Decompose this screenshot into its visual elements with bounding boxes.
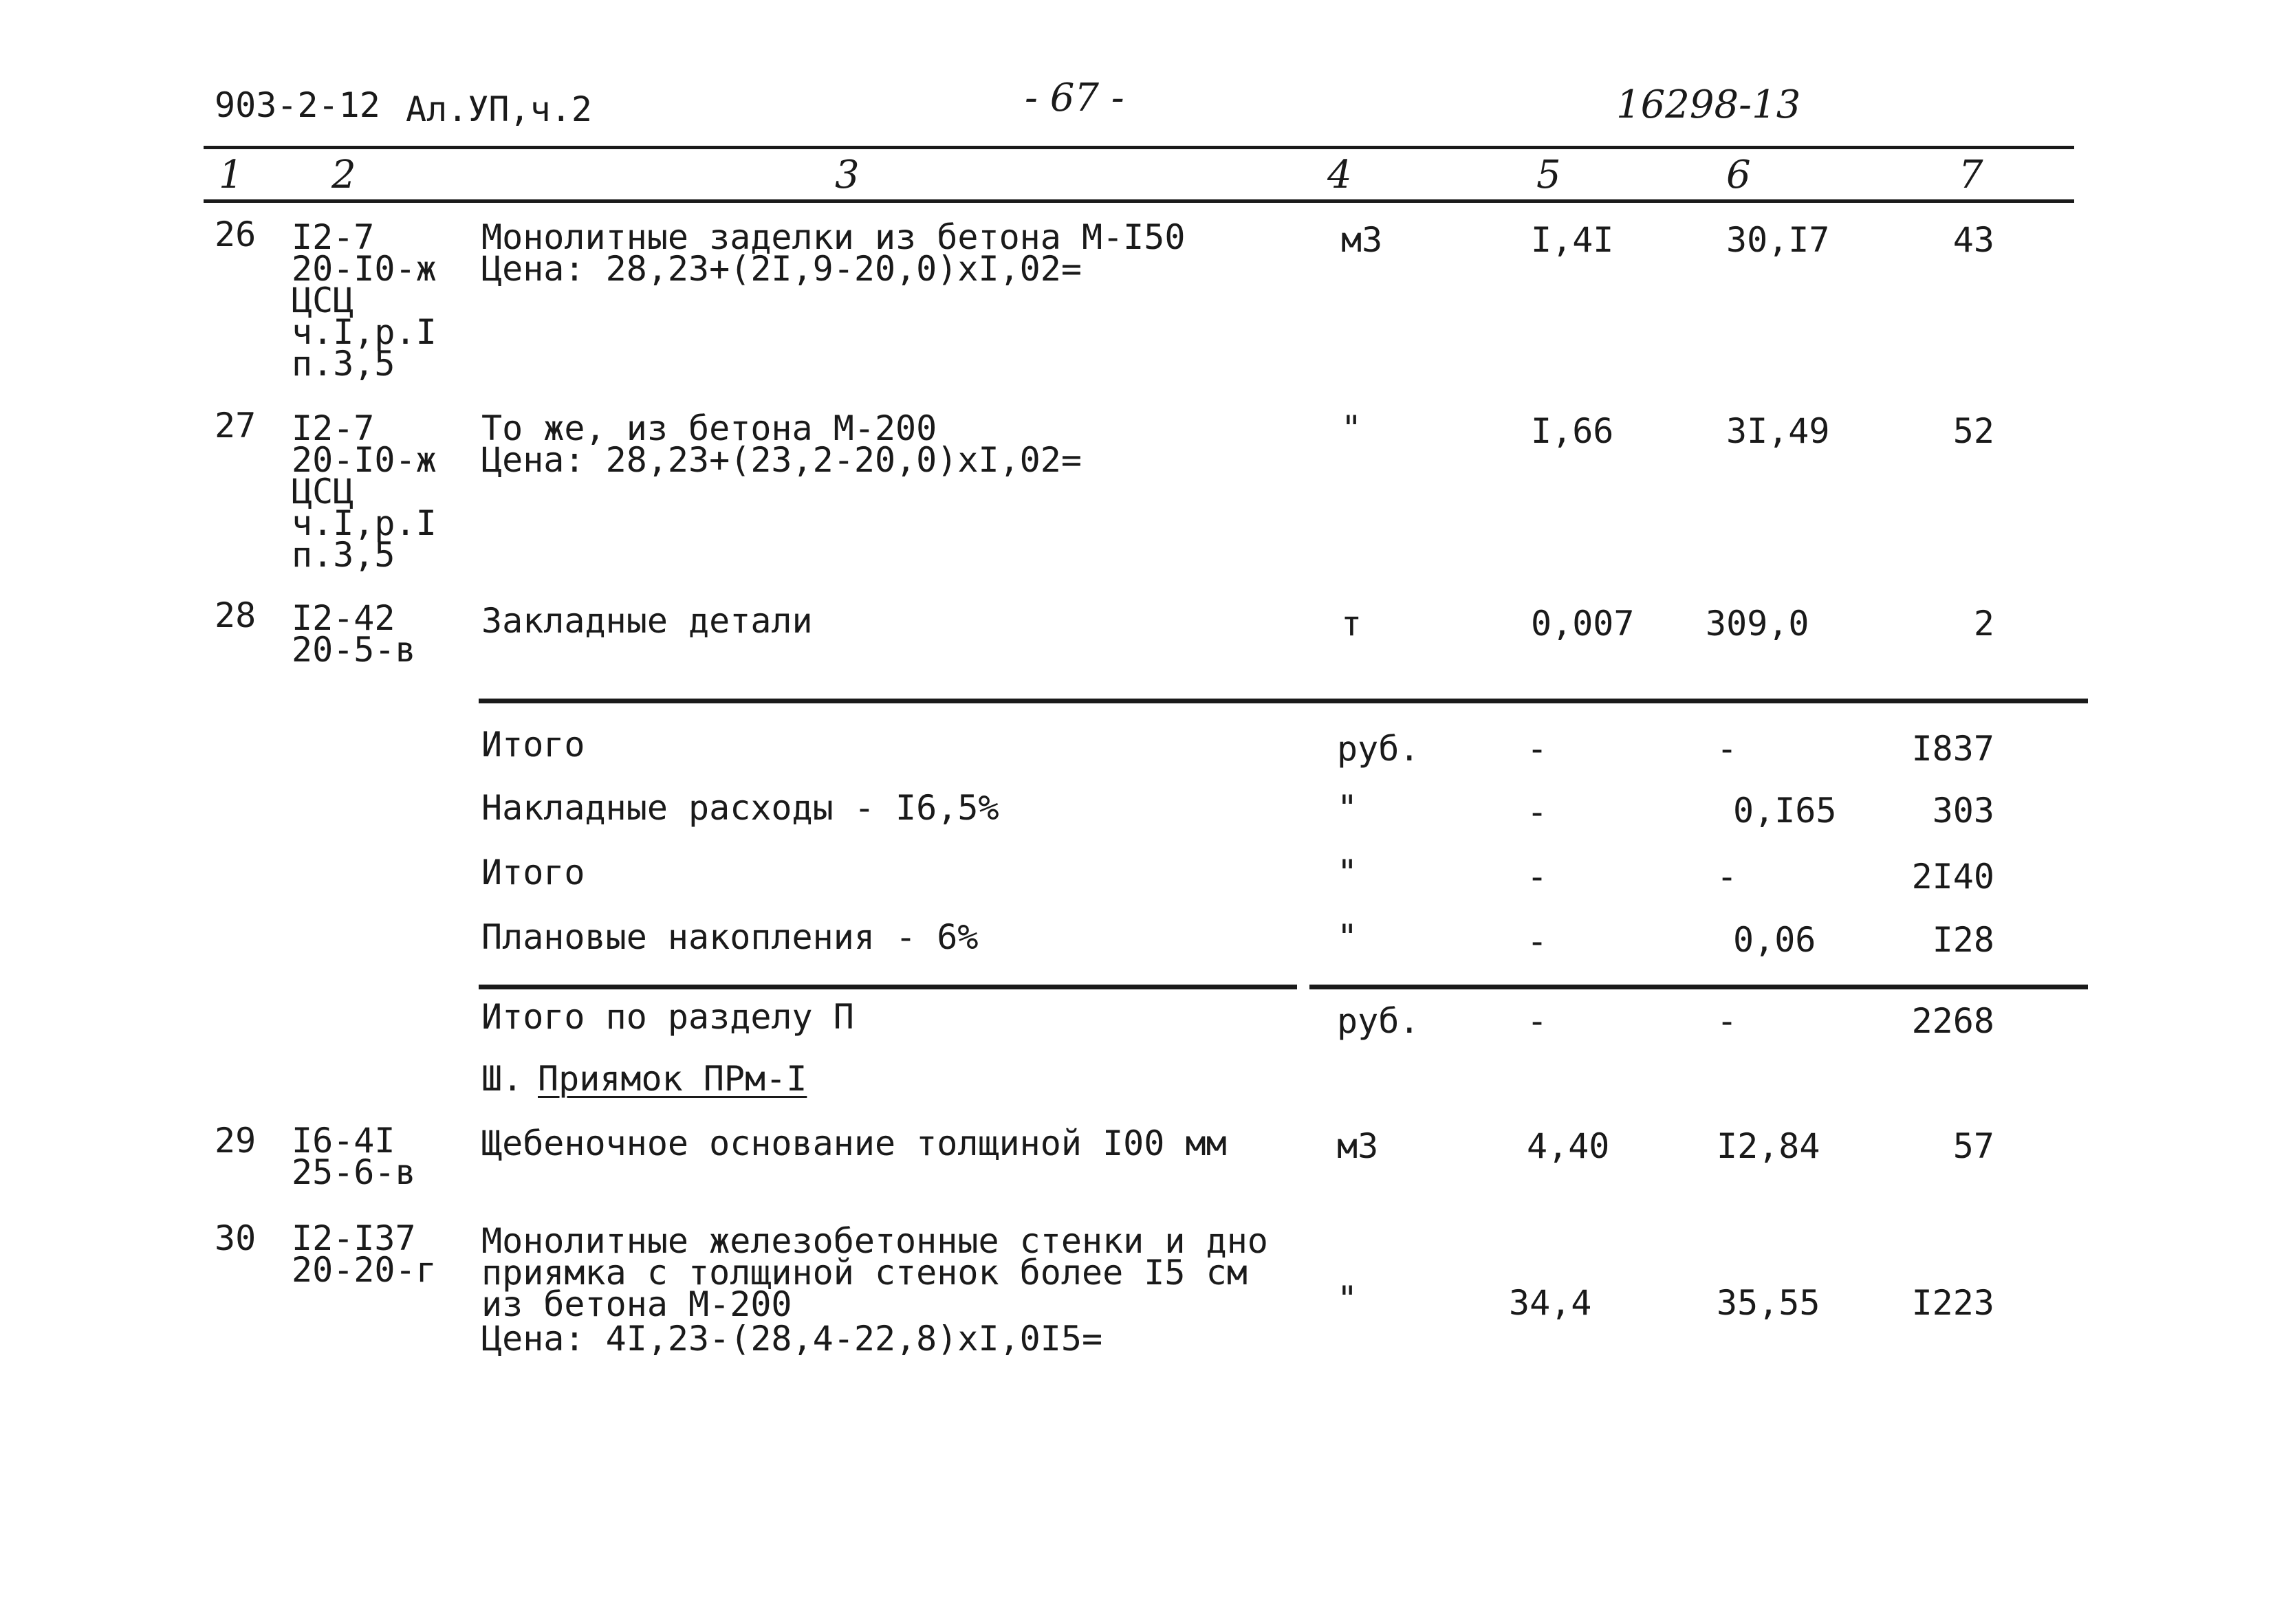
row-28-code-2: 20-5-в bbox=[292, 630, 416, 670]
row-27-code-1: I2-7 bbox=[292, 408, 375, 448]
row-28-desc-1: Закладные детали bbox=[481, 601, 813, 641]
row-27-code-3: ЦСЦ bbox=[292, 472, 354, 512]
col-2: 2 bbox=[331, 153, 356, 197]
summary-3-label: Итого bbox=[481, 853, 585, 892]
row-28-code-1: I2-42 bbox=[292, 598, 395, 638]
summary-4-total: I28 bbox=[1932, 920, 1994, 960]
summary-3-qty: - bbox=[1527, 857, 1548, 897]
section-total-unit: руб. bbox=[1337, 1001, 1420, 1041]
section-total-rule-right bbox=[1309, 985, 2088, 989]
section-3-number: Ш. bbox=[481, 1059, 523, 1099]
summary-3-total: 2I40 bbox=[1911, 857, 1994, 897]
row-26-total: 43 bbox=[1952, 220, 1994, 260]
col-7: 7 bbox=[1959, 153, 1983, 197]
row-27-desc-1: То же, из бетона М-200 bbox=[481, 408, 937, 448]
row-29-qty: 4,40 bbox=[1527, 1126, 1610, 1166]
row-30-desc-2: приямка с толщиной стенок более I5 см bbox=[481, 1253, 1248, 1293]
row-29-code-2: 25-6-в bbox=[292, 1152, 416, 1192]
col-6: 6 bbox=[1726, 153, 1751, 197]
row-27-code-5: п.3,5 bbox=[292, 535, 395, 575]
summary-1-label: Итого bbox=[481, 725, 585, 765]
row-30-total: I223 bbox=[1911, 1283, 1994, 1323]
summary-3-price: - bbox=[1717, 857, 1738, 897]
row-27-qty: I,66 bbox=[1531, 411, 1614, 451]
summary-top-rule bbox=[479, 699, 2088, 703]
row-29-number: 29 bbox=[215, 1121, 257, 1161]
row-26-desc-2: Цена: 28,23+(2I,9-20,0)xI,02= bbox=[481, 249, 1082, 289]
album-ref: Ал.УП,ч.2 bbox=[406, 89, 592, 129]
row-27-code-4: ч.I,р.I bbox=[292, 503, 437, 543]
row-26-code-5: п.3,5 bbox=[292, 344, 395, 384]
row-26-desc-1: Монолитные заделки из бетона М-I50 bbox=[481, 217, 1186, 257]
summary-4-price: 0,06 bbox=[1733, 920, 1816, 960]
row-28-unit: т bbox=[1341, 604, 1362, 644]
col-5: 5 bbox=[1536, 153, 1561, 197]
col-3: 3 bbox=[835, 153, 860, 197]
row-26-unit: м3 bbox=[1341, 220, 1383, 260]
row-27-total: 52 bbox=[1952, 411, 1994, 451]
row-30-number: 30 bbox=[215, 1218, 257, 1258]
row-29-price: I2,84 bbox=[1717, 1126, 1820, 1166]
row-26-code-2: 20-I0-ж bbox=[292, 249, 437, 289]
summary-1-qty: - bbox=[1527, 729, 1548, 769]
summary-1-total: I837 bbox=[1911, 729, 1994, 769]
row-28-qty: 0,007 bbox=[1531, 604, 1635, 644]
section-3-title: Приямок ПРм-I bbox=[538, 1059, 807, 1099]
row-27-unit: " bbox=[1341, 408, 1362, 448]
row-27-price: 3I,49 bbox=[1726, 411, 1830, 451]
row-30-qty: 34,4 bbox=[1509, 1283, 1592, 1323]
row-26-code-3: ЦСЦ bbox=[292, 281, 354, 320]
row-27-desc-2: Цена: 28,23+(23,2-20,0)xI,02= bbox=[481, 440, 1082, 480]
doc-code: 903-2-12 bbox=[215, 85, 380, 125]
summary-2-price: 0,I65 bbox=[1733, 791, 1837, 831]
row-29-total: 57 bbox=[1952, 1126, 1994, 1166]
row-27-number: 27 bbox=[215, 406, 257, 446]
summary-1-price: - bbox=[1717, 729, 1738, 769]
summary-2-unit: " bbox=[1337, 788, 1358, 828]
section-total-price: - bbox=[1717, 1001, 1738, 1041]
handwritten-number: 16298-13 bbox=[1616, 83, 1801, 127]
summary-4-qty: - bbox=[1527, 921, 1548, 961]
row-29-desc-1: Щебеночное основание толщиной I00 мм bbox=[481, 1123, 1227, 1163]
col-1: 1 bbox=[219, 153, 243, 197]
row-26-number: 26 bbox=[215, 215, 257, 254]
row-29-unit: м3 bbox=[1337, 1126, 1379, 1166]
row-27-code-2: 20-I0-ж bbox=[292, 440, 437, 480]
row-26-price: 30,I7 bbox=[1726, 220, 1830, 260]
row-30-price: 35,55 bbox=[1717, 1283, 1820, 1323]
row-26-code-1: I2-7 bbox=[292, 217, 375, 257]
row-28-price: 309,0 bbox=[1706, 604, 1809, 644]
row-30-desc-3: из бетона М-200 bbox=[481, 1284, 792, 1324]
summary-3-unit: " bbox=[1337, 853, 1358, 892]
row-30-desc-4: Цена: 4I,23-(28,4-22,8)xI,0I5= bbox=[481, 1319, 1103, 1359]
row-28-number: 28 bbox=[215, 595, 257, 635]
row-28-total: 2 bbox=[1973, 604, 1994, 644]
summary-4-label: Плановые накопления - 6% bbox=[481, 917, 979, 957]
summary-1-unit: руб. bbox=[1337, 729, 1420, 769]
row-30-code-1: I2-I37 bbox=[292, 1218, 416, 1258]
col-4: 4 bbox=[1327, 153, 1352, 197]
section-total-qty: - bbox=[1527, 1001, 1548, 1041]
row-30-unit: " bbox=[1337, 1279, 1358, 1319]
summary-2-total: 303 bbox=[1932, 791, 1994, 831]
row-30-desc-1: Монолитные железобетонные стенки и дно bbox=[481, 1221, 1268, 1261]
summary-4-unit: " bbox=[1337, 917, 1358, 957]
row-26-code-4: ч.I,р.I bbox=[292, 312, 437, 352]
section-total-label: Итого по разделу П bbox=[481, 997, 854, 1037]
section-total-total: 2268 bbox=[1911, 1001, 1994, 1041]
row-26-qty: I,4I bbox=[1531, 220, 1614, 260]
summary-2-label: Накладные расходы - I6,5% bbox=[481, 788, 999, 828]
header-bottom-rule bbox=[204, 199, 2074, 203]
header-top-rule bbox=[204, 146, 2074, 149]
page-number: - 67 - bbox=[1025, 76, 1124, 120]
row-29-code-1: I6-4I bbox=[292, 1121, 395, 1161]
section-total-rule-left bbox=[479, 985, 1297, 989]
summary-2-qty: - bbox=[1527, 792, 1548, 832]
row-30-code-2: 20-20-г bbox=[292, 1250, 437, 1290]
